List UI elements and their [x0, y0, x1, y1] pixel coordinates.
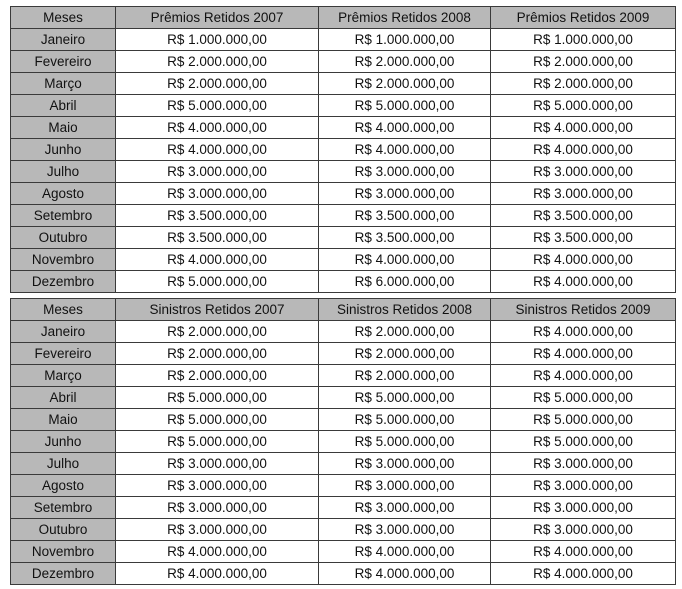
value-cell: R$ 1.000.000,00 — [116, 29, 319, 51]
value-cell: R$ 5.000.000,00 — [319, 95, 491, 117]
value-cell: R$ 4.000.000,00 — [319, 563, 491, 585]
sinistros-body — [11, 321, 676, 585]
month-cell: Junho — [11, 431, 116, 453]
value-cell: R$ 3.000.000,00 — [491, 161, 676, 183]
value-cell: R$ 3.000.000,00 — [319, 475, 491, 497]
value-cell: R$ 3.000.000,00 — [319, 519, 491, 541]
value-cell: R$ 3.000.000,00 — [319, 183, 491, 205]
month-cell: Setembro — [11, 205, 116, 227]
value-cell: R$ 3.000.000,00 — [319, 161, 491, 183]
value-cell: R$ 4.000.000,00 — [491, 541, 676, 563]
table-row — [11, 205, 676, 227]
month-cell: Maio — [11, 117, 116, 139]
table-row — [11, 139, 676, 161]
value-cell: R$ 2.000.000,00 — [491, 51, 676, 73]
value-cell: R$ 4.000.000,00 — [491, 117, 676, 139]
month-cell: Novembro — [11, 541, 116, 563]
month-cell: Abril — [11, 95, 116, 117]
value-cell: R$ 4.000.000,00 — [491, 271, 676, 293]
value-cell: R$ 3.000.000,00 — [491, 183, 676, 205]
value-cell: R$ 4.000.000,00 — [116, 563, 319, 585]
value-cell: R$ 3.000.000,00 — [319, 453, 491, 475]
premios-header-row — [11, 7, 676, 29]
month-cell: Agosto — [11, 183, 116, 205]
value-cell: R$ 3.000.000,00 — [116, 161, 319, 183]
value-cell: R$ 3.500.000,00 — [319, 227, 491, 249]
value-cell: R$ 3.500.000,00 — [116, 205, 319, 227]
value-cell: R$ 5.000.000,00 — [116, 431, 319, 453]
value-cell: R$ 2.000.000,00 — [116, 365, 319, 387]
month-cell: Outubro — [11, 519, 116, 541]
table-row — [11, 343, 676, 365]
table-row — [11, 227, 676, 249]
table-row — [11, 249, 676, 271]
value-cell: R$ 2.000.000,00 — [116, 73, 319, 95]
sinistros-header-2009: Sinistros Retidos 2009 — [491, 299, 676, 321]
table-row — [11, 271, 676, 293]
sinistros-header-row — [11, 299, 676, 321]
value-cell: R$ 3.000.000,00 — [116, 475, 319, 497]
value-cell: R$ 3.000.000,00 — [491, 475, 676, 497]
value-cell: R$ 6.000.000,00 — [319, 271, 491, 293]
month-cell: Abril — [11, 387, 116, 409]
value-cell: R$ 4.000.000,00 — [116, 117, 319, 139]
value-cell: R$ 4.000.000,00 — [319, 139, 491, 161]
value-cell: R$ 4.000.000,00 — [491, 321, 676, 343]
premios-body — [11, 29, 676, 293]
month-cell: Setembro — [11, 497, 116, 519]
month-cell: Julho — [11, 161, 116, 183]
table-row — [11, 475, 676, 497]
table-row — [11, 73, 676, 95]
table-row — [11, 519, 676, 541]
premios-header-2007: Prêmios Retidos 2007 — [116, 7, 319, 29]
table-row — [11, 95, 676, 117]
sinistros-table — [10, 298, 676, 585]
premios-header-meses: Meses — [11, 7, 116, 29]
table-row — [11, 409, 676, 431]
value-cell: R$ 3.500.000,00 — [116, 227, 319, 249]
value-cell: R$ 3.500.000,00 — [319, 205, 491, 227]
table-row — [11, 51, 676, 73]
value-cell: R$ 2.000.000,00 — [116, 321, 319, 343]
table-row — [11, 29, 676, 51]
month-cell: Dezembro — [11, 563, 116, 585]
value-cell: R$ 2.000.000,00 — [319, 343, 491, 365]
value-cell: R$ 4.000.000,00 — [491, 343, 676, 365]
table-row — [11, 117, 676, 139]
month-cell: Março — [11, 365, 116, 387]
value-cell: R$ 1.000.000,00 — [491, 29, 676, 51]
table-row — [11, 431, 676, 453]
value-cell: R$ 3.500.000,00 — [491, 205, 676, 227]
value-cell: R$ 4.000.000,00 — [319, 249, 491, 271]
table-row — [11, 321, 676, 343]
premios-header-2008: Prêmios Retidos 2008 — [319, 7, 491, 29]
sinistros-header-2008: Sinistros Retidos 2008 — [319, 299, 491, 321]
table-row — [11, 161, 676, 183]
value-cell: R$ 2.000.000,00 — [319, 73, 491, 95]
value-cell: R$ 5.000.000,00 — [491, 431, 676, 453]
value-cell: R$ 2.000.000,00 — [116, 51, 319, 73]
value-cell: R$ 2.000.000,00 — [319, 321, 491, 343]
month-cell: Maio — [11, 409, 116, 431]
value-cell: R$ 5.000.000,00 — [319, 409, 491, 431]
table-row — [11, 453, 676, 475]
month-cell: Fevereiro — [11, 51, 116, 73]
value-cell: R$ 5.000.000,00 — [116, 95, 319, 117]
value-cell: R$ 5.000.000,00 — [116, 387, 319, 409]
table-row — [11, 541, 676, 563]
table-row — [11, 365, 676, 387]
value-cell: R$ 4.000.000,00 — [319, 541, 491, 563]
month-cell: Novembro — [11, 249, 116, 271]
value-cell: R$ 2.000.000,00 — [116, 343, 319, 365]
month-cell: Outubro — [11, 227, 116, 249]
month-cell: Junho — [11, 139, 116, 161]
table-row — [11, 563, 676, 585]
value-cell: R$ 2.000.000,00 — [319, 51, 491, 73]
value-cell: R$ 3.000.000,00 — [116, 519, 319, 541]
value-cell: R$ 3.000.000,00 — [116, 453, 319, 475]
value-cell: R$ 4.000.000,00 — [491, 365, 676, 387]
value-cell: R$ 4.000.000,00 — [491, 563, 676, 585]
value-cell: R$ 5.000.000,00 — [491, 409, 676, 431]
value-cell: R$ 4.000.000,00 — [116, 249, 319, 271]
table-row — [11, 183, 676, 205]
value-cell: R$ 5.000.000,00 — [491, 387, 676, 409]
value-cell: R$ 3.000.000,00 — [491, 497, 676, 519]
premios-header-2009: Prêmios Retidos 2009 — [491, 7, 676, 29]
value-cell: R$ 5.000.000,00 — [116, 271, 319, 293]
value-cell: R$ 4.000.000,00 — [491, 249, 676, 271]
month-cell: Março — [11, 73, 116, 95]
month-cell: Dezembro — [11, 271, 116, 293]
table-row — [11, 387, 676, 409]
value-cell: R$ 1.000.000,00 — [319, 29, 491, 51]
value-cell: R$ 2.000.000,00 — [491, 73, 676, 95]
month-cell: Agosto — [11, 475, 116, 497]
value-cell: R$ 3.000.000,00 — [491, 453, 676, 475]
premios-table — [10, 6, 676, 293]
value-cell: R$ 4.000.000,00 — [491, 139, 676, 161]
value-cell: R$ 4.000.000,00 — [116, 541, 319, 563]
value-cell: R$ 5.000.000,00 — [319, 431, 491, 453]
sinistros-header-2007: Sinistros Retidos 2007 — [116, 299, 319, 321]
month-cell: Janeiro — [11, 321, 116, 343]
month-cell: Julho — [11, 453, 116, 475]
value-cell: R$ 4.000.000,00 — [116, 139, 319, 161]
value-cell: R$ 5.000.000,00 — [116, 409, 319, 431]
value-cell: R$ 3.000.000,00 — [116, 497, 319, 519]
value-cell: R$ 3.000.000,00 — [116, 183, 319, 205]
value-cell: R$ 5.000.000,00 — [491, 95, 676, 117]
value-cell: R$ 3.000.000,00 — [319, 497, 491, 519]
month-cell: Janeiro — [11, 29, 116, 51]
table-row — [11, 497, 676, 519]
value-cell: R$ 3.500.000,00 — [491, 227, 676, 249]
value-cell: R$ 4.000.000,00 — [319, 117, 491, 139]
sinistros-header-meses: Meses — [11, 299, 116, 321]
month-cell: Fevereiro — [11, 343, 116, 365]
value-cell: R$ 2.000.000,00 — [319, 365, 491, 387]
value-cell: R$ 5.000.000,00 — [319, 387, 491, 409]
value-cell: R$ 3.000.000,00 — [491, 519, 676, 541]
